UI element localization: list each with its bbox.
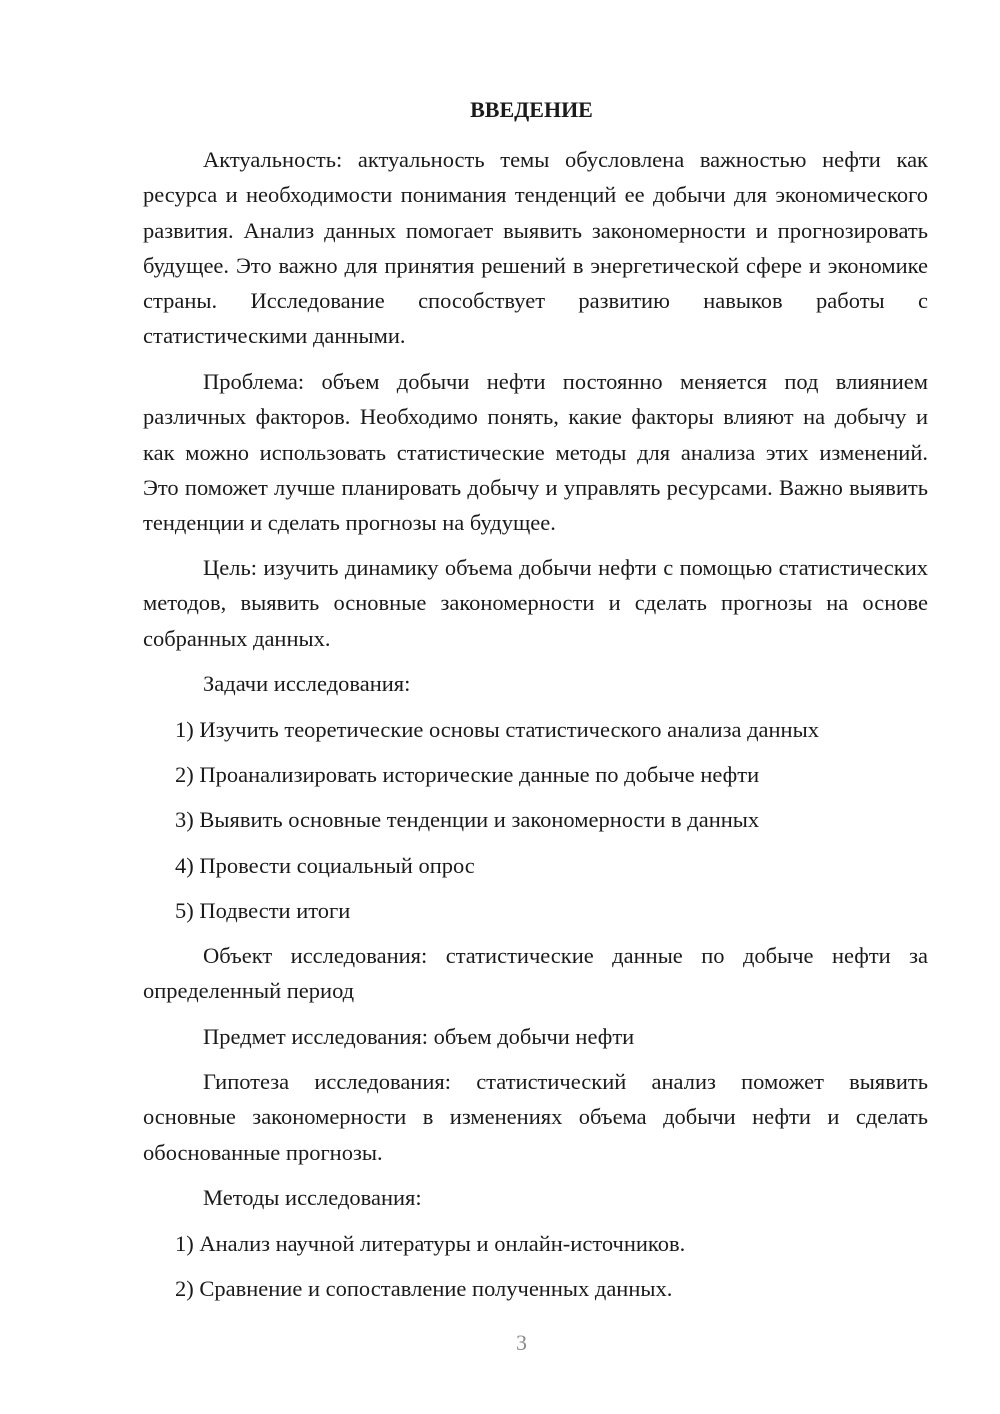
paragraph-hypothesis: Гипотеза исследования: статистический анализ поможет выявить основные закономерности в изменениях объема добычи нефти и сделать обоснованные прогнозы. <box>143 1069 928 1165</box>
paragraph-problem: Проблема: объем добычи нефти постоянно меняется под влиянием различных факторов. Необходимо понять, какие факторы влияют на добычу и как можно использовать статистические методы для анализа этих изменений. Это поможет лучше планировать добычу и управлять ресурсами. Важно выявить тенденции и сделать прогнозы на будущее. <box>143 369 928 536</box>
tasks-heading: Задачи исследования: <box>203 671 411 696</box>
task-item-1: 1) Изучить теоретические основы статистического анализа данных <box>175 717 819 742</box>
document-page <box>143 0 928 1414</box>
task-item-4: 4) Провести социальный опрос <box>175 853 475 878</box>
task-item-2: 2) Проанализировать исторические данные по добыче нефти <box>175 762 760 787</box>
page-number: 3 <box>516 1330 527 1355</box>
paragraph-goal: Цель: изучить динамику объема добычи нефти с помощью статистических методов, выявить основные закономерности и сделать прогнозы на основе собранных данных. <box>143 555 928 651</box>
method-item-1: 1) Анализ научной литературы и онлайн-источников. <box>175 1231 686 1256</box>
section-title: ВВЕДЕНИЕ <box>470 97 593 122</box>
paragraph-object: Объект исследования: статистические данные по добыче нефти за определенный период <box>143 943 928 1004</box>
task-item-3: 3) Выявить основные тенденции и закономерности в данных <box>175 807 760 832</box>
task-item-5: 5) Подвести итоги <box>175 898 351 923</box>
method-item-2: 2) Сравнение и сопоставление полученных данных. <box>175 1276 673 1301</box>
paragraph-relevance: Актуальность: актуальность темы обусловлена важностью нефти как ресурса и необходимости понимания тенденций ее добычи для экономического развития. Анализ данных помогает выявить закономерности и прогнозировать будущее. Это важно для принятия решений в энергетической сфере и экономике страны. Исследование способствует развитию навыков работы с статистическими данными. <box>143 147 928 349</box>
paragraph-subject: Предмет исследования: объем добычи нефти <box>203 1024 635 1049</box>
methods-heading: Методы исследования: <box>203 1185 422 1210</box>
